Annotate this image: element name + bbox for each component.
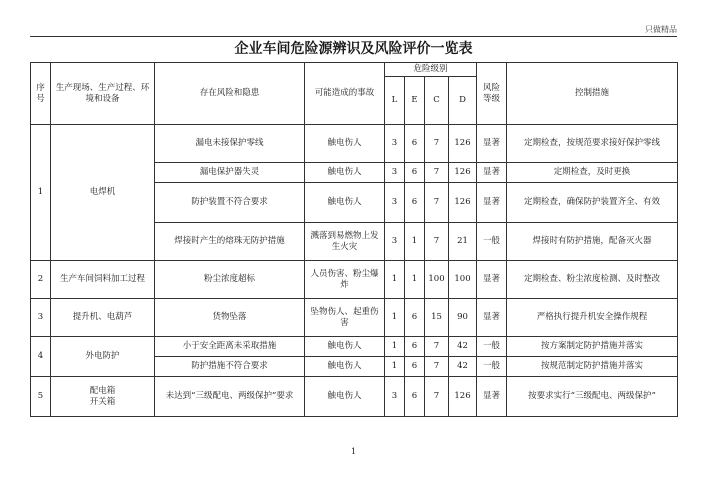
cell-l: 3 — [385, 163, 405, 183]
cell-l: 1 — [385, 261, 405, 299]
cell-measure: 定期检查，确保防护装置齐全、有效 — [507, 183, 678, 223]
cell-d: 42 — [449, 337, 477, 357]
header-e: E — [405, 77, 425, 125]
header-risk-level: 风险等级 — [477, 63, 507, 125]
cell-accident: 人员伤害、粉尘爆炸 — [305, 261, 385, 299]
cell-l: 3 — [385, 125, 405, 163]
cell-e: 1 — [405, 261, 425, 299]
cell-d: 126 — [449, 125, 477, 163]
page-number: 1 — [350, 447, 357, 456]
cell-risk-level: 显著 — [477, 163, 507, 183]
table-row — [31, 261, 678, 299]
cell-e: 6 — [405, 163, 425, 183]
cell-c: 15 — [425, 299, 449, 337]
cell-measure: 定期检查，及时更换 — [507, 163, 678, 183]
table-row — [31, 299, 678, 337]
cell-measure: 定期检查、粉尘浓度检测、及时整改 — [507, 261, 678, 299]
cell-hazard: 未达到“三级配电、两级保护”要求 — [155, 377, 305, 417]
cell-hazard: 焊接时产生的熔珠无防护措施 — [155, 223, 305, 261]
header-d: D — [449, 77, 477, 125]
cell-l: 1 — [385, 357, 405, 377]
cell-d: 90 — [449, 299, 477, 337]
cell-e: 6 — [405, 377, 425, 417]
cell-hazard: 漏电保护器失灵 — [155, 163, 305, 183]
cell-site: 配电箱 开关箱 — [51, 377, 155, 417]
header-c: C — [425, 77, 449, 125]
cell-measure: 按方案制定防护措施并落实 — [507, 337, 678, 357]
cell-d: 100 — [449, 261, 477, 299]
cell-accident: 坠物伤人、起重伤害 — [305, 299, 385, 337]
table-row — [31, 377, 678, 417]
cell-risk-level: 一般 — [477, 223, 507, 261]
cell-measure: 严格执行提升机安全操作规程 — [507, 299, 678, 337]
cell-measure: 按要求实行“三级配电、两级保护” — [507, 377, 678, 417]
cell-hazard: 防护措施不符合要求 — [155, 357, 305, 377]
header-accident: 可能造成的事故 — [305, 63, 385, 125]
cell-c: 7 — [425, 125, 449, 163]
header-seq: 序号 — [31, 63, 51, 125]
cell-e: 1 — [405, 223, 425, 261]
cell-accident: 溅落到易燃物上发生火灾 — [305, 223, 385, 261]
cell-measure: 定期检查，按规范要求接好保护零线 — [507, 125, 678, 163]
cell-hazard: 漏电未接保护零线 — [155, 125, 305, 163]
cell-c: 7 — [425, 377, 449, 417]
header-hazard: 存在风险和隐患 — [155, 63, 305, 125]
header-measures: 控制措施 — [507, 63, 678, 125]
table-header — [31, 63, 678, 125]
cell-d: 42 — [449, 357, 477, 377]
cell-c: 7 — [425, 163, 449, 183]
cell-c: 100 — [425, 261, 449, 299]
header-l: L — [385, 77, 405, 125]
watermark-text: 只做精品 — [645, 25, 677, 34]
cell-c: 7 — [425, 183, 449, 223]
cell-e: 6 — [405, 183, 425, 223]
cell-accident: 触电伤人 — [305, 357, 385, 377]
cell-d: 126 — [449, 377, 477, 417]
cell-measure: 按规范制定防护措施并落实 — [507, 357, 678, 377]
cell-e: 6 — [405, 337, 425, 357]
cell-l: 3 — [385, 183, 405, 223]
cell-measure: 焊接时有防护措施，配备灭火器 — [507, 223, 678, 261]
cell-e: 6 — [405, 299, 425, 337]
cell-no: 5 — [31, 377, 51, 417]
cell-no: 1 — [31, 125, 51, 261]
cell-accident: 触电伤人 — [305, 125, 385, 163]
cell-accident: 触电伤人 — [305, 337, 385, 357]
cell-accident: 触电伤人 — [305, 183, 385, 223]
cell-risk-level: 显著 — [477, 377, 507, 417]
cell-l: 1 — [385, 299, 405, 337]
cell-hazard: 货物坠落 — [155, 299, 305, 337]
header-danger-level: 危险级别 — [385, 63, 477, 77]
cell-c: 7 — [425, 223, 449, 261]
cell-no: 3 — [31, 299, 51, 337]
cell-accident: 触电伤人 — [305, 163, 385, 183]
cell-l: 3 — [385, 377, 405, 417]
cell-l: 3 — [385, 223, 405, 261]
document-title: 企业车间危险源辨识及风险评价一览表 — [234, 41, 473, 57]
cell-site: 电焊机 — [51, 125, 155, 261]
cell-risk-level: 一般 — [477, 337, 507, 357]
table-row — [31, 125, 678, 163]
cell-hazard: 小于安全距离未采取措施 — [155, 337, 305, 357]
table-body — [31, 125, 678, 417]
cell-risk-level: 显著 — [477, 125, 507, 163]
cell-risk-level: 一般 — [477, 357, 507, 377]
risk-table — [30, 62, 678, 417]
cell-c: 7 — [425, 357, 449, 377]
cell-accident: 触电伤人 — [305, 377, 385, 417]
cell-site: 提升机、电葫芦 — [51, 299, 155, 337]
cell-site: 生产车间饲料加工过程 — [51, 261, 155, 299]
cell-d: 126 — [449, 163, 477, 183]
cell-d: 126 — [449, 183, 477, 223]
cell-risk-level: 显著 — [477, 261, 507, 299]
cell-no: 4 — [31, 337, 51, 377]
cell-hazard: 防护装置不符合要求 — [155, 183, 305, 223]
cell-risk-level: 显著 — [477, 183, 507, 223]
cell-c: 7 — [425, 337, 449, 357]
header-rule — [30, 36, 677, 37]
cell-l: 1 — [385, 337, 405, 357]
header-site: 生产现场、生产过程、环境和设备 — [51, 63, 155, 125]
table-row — [31, 337, 678, 357]
cell-risk-level: 显著 — [477, 299, 507, 337]
cell-e: 6 — [405, 125, 425, 163]
cell-d: 21 — [449, 223, 477, 261]
cell-site: 外电防护 — [51, 337, 155, 377]
cell-e: 6 — [405, 357, 425, 377]
cell-no: 2 — [31, 261, 51, 299]
cell-hazard: 粉尘浓度超标 — [155, 261, 305, 299]
